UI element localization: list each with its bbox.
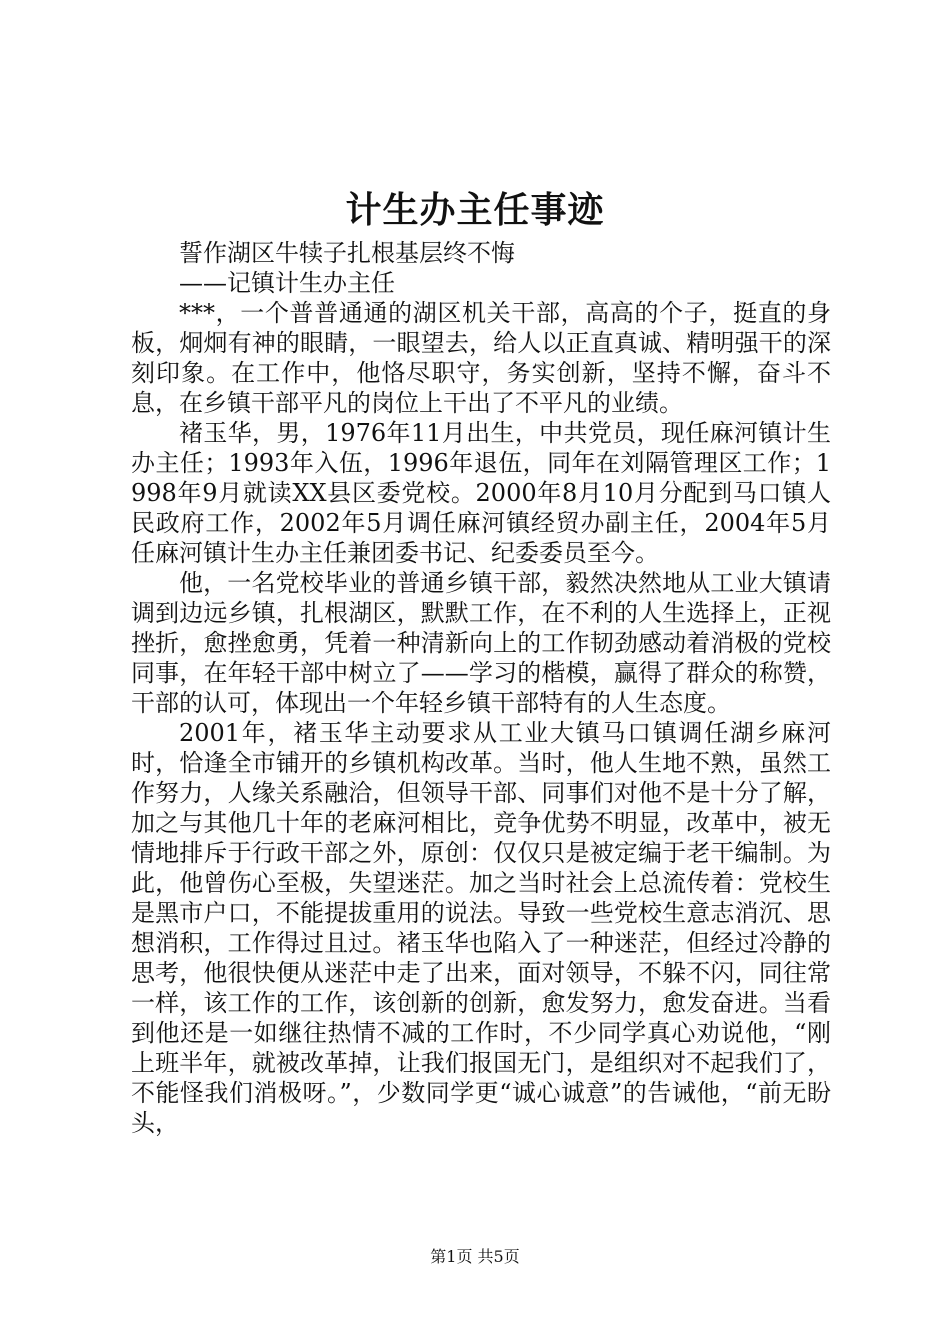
subtitle-line: 誓作湖区牛犊子扎根基层终不悔 (179, 239, 515, 267)
document-title: 计生办主任事迹 (345, 189, 605, 231)
document-body (131, 238, 831, 1138)
paragraph-profile: 褚玉华，男，1976年11月出生，中共党员，现任麻河镇计生办主任；1993年入伍，1996年退伍，同年在刘隔管理区工作；1998年9月就读XX县区委党校。2000年8月10月分配到马口镇人民政府工作，2002年5月调任麻河镇经贸办副主任，2004年5月任麻河镇计生办主任兼团委书记、纪委委员至今。 (131, 419, 831, 567)
paragraph-transfer: 他，一名党校毕业的普通乡镇干部，毅然决然地从工业大镇请调到边远乡镇，扎根湖区，默默工作，在不利的人生选择上，正视挫折，愈挫愈勇，凭着一种清新向上的工作韧劲感动着消极的党校同事，在年轻干部中树立了——学习的楷模，赢得了群众的称赞，干部的认可，体现出一个年轻乡镇干部特有的人生态度。 (131, 569, 831, 717)
page-footer: 第1页 共5页 (430, 1247, 520, 1266)
paragraph-reform: 2001年，褚玉华主动要求从工业大镇马口镇调任湖乡麻河时，恰逢全市铺开的乡镇机构改革。当时，他人生地不熟，虽然工作努力，人缘关系融洽，但领导干部、同事们对他不是十分了解，加之与其他几十年的老麻河相比，竞争优势不明显，改革中，被无情地排斥于行政干部之外，原创：仅仅只是被定编于老干编制。为此，他曾伤心至极，失望迷茫。加之当时社会上总流传着：党校生是黑市户口，不能提拔重用的说法。导致一些党校生意志消沉、思想消积，工作得过且过。褚玉华也陷入了一种迷茫，但经过冷静的思考，他很快便从迷茫中走了出来，面对领导，不躲不闪，同往常一样，该工作的工作，该创新的创新，愈发努力，愈发奋进。当看到他还是一如继往热情不减的工作时，不少同学真心劝说他，“刚上班半年，就被改革掉，让我们报国无门，是组织对不起我们了，不能怪我们消极呀。”，少数同学更“诚心诚意”的告诫他，“前无盼头， (131, 719, 831, 1137)
byline: ——记镇计生办主任 (179, 269, 395, 297)
paragraph-intro: ***，一个普普通通的湖区机关干部，高高的个子，挺直的身板，炯炯有神的眼睛，一眼望去，给人以正直真诚、精明强干的深刻印象。在工作中，他恪尽职守，务实创新，坚持不懈，奋斗不息，在乡镇干部平凡的岗位上干出了不平凡的业绩。 (131, 299, 831, 417)
